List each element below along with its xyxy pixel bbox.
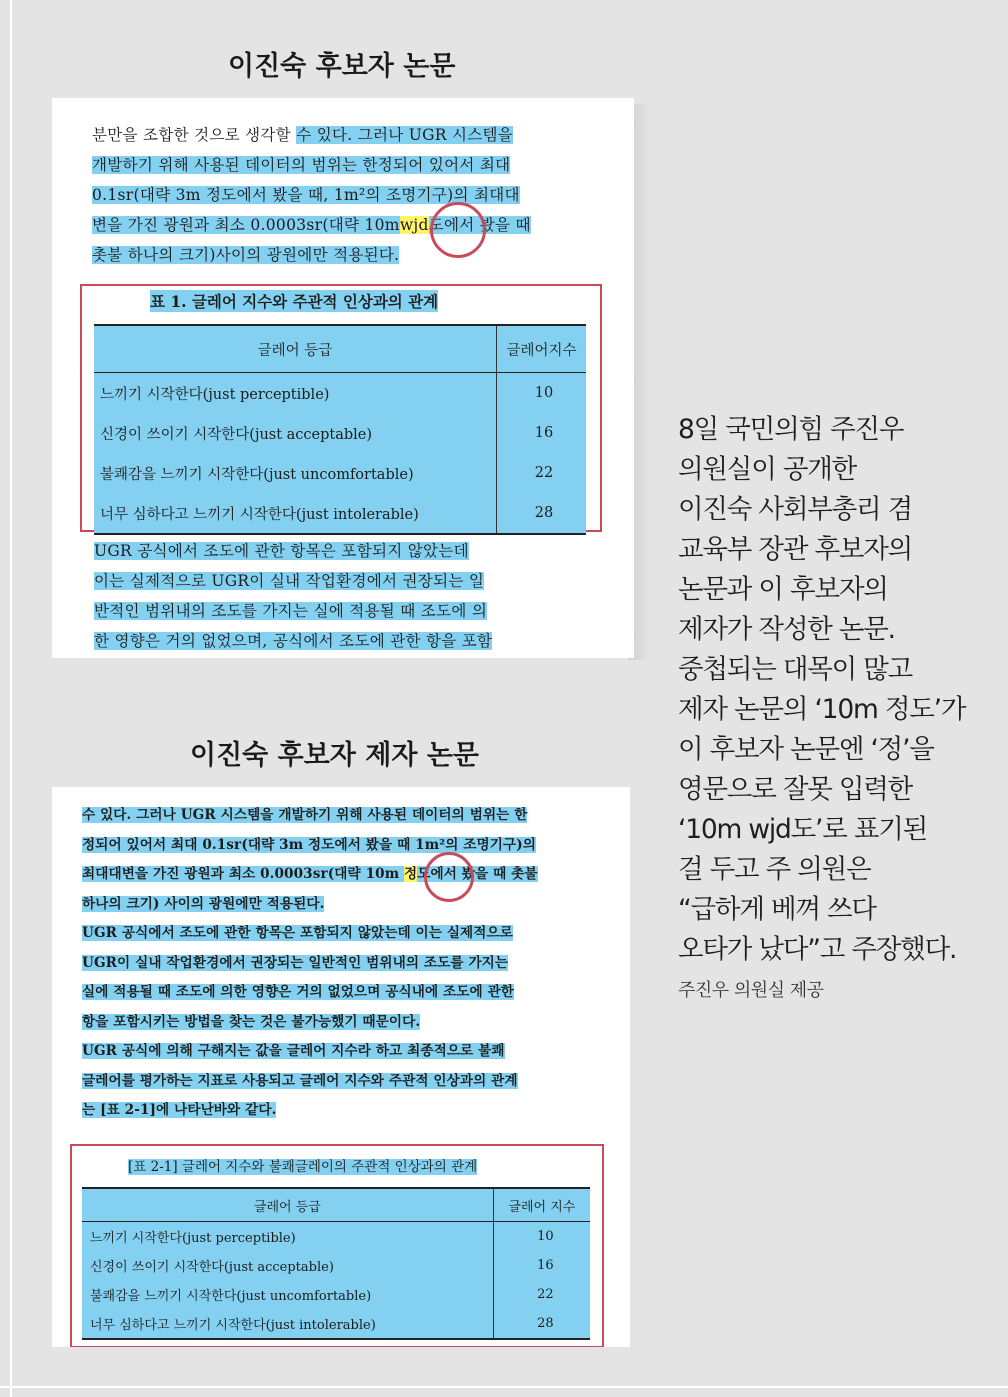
caption-line: 논문과 이 후보자의 <box>678 574 888 605</box>
photo-caption <box>678 410 998 1002</box>
typo-highlight: wjd <box>399 216 429 234</box>
highlighted-text: 촛불 하나의 크기)사이의 광원에만 적용된다. <box>92 246 400 264</box>
caption-line: 의원실이 공개한 <box>678 454 857 485</box>
body-line <box>82 1096 622 1126</box>
frame-line-bottom <box>0 1386 1008 1388</box>
body-line <box>82 949 622 979</box>
caption-line: 걸 두고 주 의원은 <box>678 854 871 885</box>
body-line <box>82 801 622 831</box>
caption-line: “급하게 베껴 쓰다 <box>678 894 876 925</box>
table-cell: 불쾌감을 느끼기 시작한다(just uncomfortable) <box>100 466 414 483</box>
body-line <box>92 180 632 210</box>
highlighted-text: 는 [표 2-1]에 나타난바와 같다. <box>82 1102 277 1118</box>
table-header-row <box>94 325 586 373</box>
paper1-body <box>92 120 632 270</box>
highlighted-text: UGR이 실내 작업환경에서 권장되는 일반적인 범위내의 조도를 가지는 <box>82 954 509 971</box>
highlighted-text: 글레어를 평가하는 지표로 사용되고 글레어 지수와 주관적 인상과의 관계 <box>82 1072 518 1089</box>
body-line <box>92 240 632 270</box>
highlighted-text: UGR 공식에서 조도에 관한 항목은 포함되지 않았는데 이는 실제적으로 <box>82 925 513 941</box>
paper1-scan <box>52 98 634 658</box>
glare-table <box>82 1187 590 1340</box>
table-cell: 10 <box>497 373 587 414</box>
highlighted-text: 한 영향은 거의 없었으며, 공식에서 조도에 관한 항을 포함 <box>94 632 493 650</box>
table-header: 글레어 등급 <box>94 325 497 373</box>
paper1-title: 이진숙 후보자 논문 <box>228 51 456 82</box>
highlighted-text: 개발하기 위해 사용된 데이터의 범위는 한정되어 있어서 최대 <box>92 156 511 174</box>
table-caption-text: [표 2-1] 글레어 지수와 불쾌글레이의 주관적 인상과의 관계 <box>128 1159 478 1175</box>
body-line <box>94 626 634 656</box>
caption-line: 영문으로 잘못 입력한 <box>678 774 913 805</box>
body-line <box>82 831 622 861</box>
table-cell: 너무 심하다고 느끼기 시작한다(just intolerable) <box>94 493 497 534</box>
caption-line: 이 후보자 논문엔 ‘정’을 <box>678 734 934 765</box>
highlighted-text: 하나의 크기) 사이의 광원에만 적용된다. <box>82 895 325 912</box>
table-cell: 16 <box>493 1251 590 1280</box>
caption-line: 제자 논문의 ‘10m 정도’가 <box>678 694 966 725</box>
body-line <box>82 1037 622 1067</box>
table-row <box>82 1251 590 1280</box>
photo-credit: 주진우 의원실 제공 <box>678 980 824 1001</box>
body-line <box>82 860 622 890</box>
table-cell: 22 <box>493 1280 590 1309</box>
caption-line: 8일 국민의힘 주진우 <box>678 414 904 445</box>
table-row <box>94 453 586 493</box>
caption-line: 교육부 장관 후보자의 <box>678 534 913 565</box>
paper2-body <box>82 801 622 1126</box>
body-line <box>94 596 634 626</box>
table-header-row <box>82 1188 590 1222</box>
body-line <box>94 566 634 596</box>
highlighted-text: 이는 실제적으로 UGR이 실내 작업환경에서 권장되는 일 <box>94 572 485 590</box>
body-line <box>82 890 622 920</box>
table-caption <box>128 1155 477 1175</box>
table-row <box>94 493 586 534</box>
highlighted-text: 도에서 봤을 때 <box>428 216 531 234</box>
table-cell: 신경이 쓰이기 시작한다(just acceptable) <box>100 426 373 443</box>
paper2-scan <box>52 787 630 1347</box>
body-line <box>92 120 632 150</box>
table-cell: 신경이 쓰이기 시작한다(just acceptable) <box>90 1260 334 1275</box>
table-cell: 느끼기 시작한다(just perceptible) <box>100 386 330 403</box>
body-text: 분만을 조합한 것으로 생각할 <box>92 126 297 144</box>
table-row <box>94 413 586 453</box>
table-row <box>82 1222 590 1252</box>
table-header: 글레어지수 <box>497 325 587 373</box>
body-line <box>82 1008 622 1038</box>
table-cell: 28 <box>493 1309 590 1339</box>
highlighted-text: UGR 공식에 의해 구해지는 값을 글레어 지수라 하고 최종적으로 불쾌 <box>82 1043 505 1059</box>
highlighted-text: 실에 적용될 때 조도에 의한 영향은 거의 없었으며 공식내에 조도에 관한 <box>82 984 515 1000</box>
table-caption: 표 1. 글레어 지수와 주관적 인상과의 관계 <box>150 292 439 311</box>
table-cell: 22 <box>497 453 587 493</box>
highlighted-text: 정되어 있어서 최대 0.1sr(대략 3m 정도에서 봤을 때 1m²의 조명기구)의 <box>82 836 536 853</box>
body-line <box>82 978 622 1008</box>
body-line <box>92 210 632 240</box>
highlighted-text: 최대대변을 가진 광원과 최소 0.0003sr(대략 10m <box>82 866 405 882</box>
table-cell: 28 <box>497 493 587 534</box>
table-row <box>94 373 586 414</box>
typo-highlight: 정 <box>404 866 418 882</box>
caption-line: 제자가 작성한 논문. <box>678 614 895 645</box>
highlighted-text: UGR 공식에서 조도에 관한 항목은 포함되지 않았는데 <box>94 542 469 560</box>
body-line <box>82 919 622 949</box>
paper2-title: 이진숙 후보자 제자 논문 <box>190 740 480 771</box>
body-line <box>82 1067 622 1097</box>
table-row <box>82 1280 590 1309</box>
typo-circle <box>424 852 474 902</box>
table-cell: 불쾌감을 느끼기 시작한다(just uncomfortable) <box>90 1289 372 1304</box>
table-cell: 너무 심하다고 느끼기 시작한다(just intolerable) <box>82 1309 493 1339</box>
caption-line: ‘10m wjd도’로 표기된 <box>678 814 928 845</box>
table-cell: 10 <box>493 1222 590 1252</box>
table-cell: 16 <box>497 413 587 453</box>
highlighted-text: 항을 포함시키는 방법을 찾는 것은 불가능했기 때문이다. <box>82 1013 421 1030</box>
caption-line: 이진숙 사회부총리 겸 <box>678 494 913 525</box>
frame-line <box>10 0 12 1397</box>
caption-line: 중첩되는 대목이 많고 <box>678 654 913 685</box>
highlighted-text: 도에서 봤을 때 촛불 <box>417 866 538 882</box>
highlighted-text: 반적인 범위내의 조도를 가지는 실에 적용될 때 조도에 의 <box>94 602 488 620</box>
typo-circle <box>430 202 486 258</box>
caption-line: 오타가 났다”고 주장했다. <box>678 934 957 965</box>
highlighted-text: 0.1sr(대략 3m 정도에서 봤을 때, 1m²의 조명기구)의 최대대 <box>92 186 520 204</box>
glare-table <box>94 324 586 535</box>
highlighted-text: 수 있다. 그러나 UGR 시스템을 개발하기 위해 사용된 데이터의 범위는 한 <box>82 807 528 823</box>
table-cell: 느끼기 시작한다(just perceptible) <box>90 1231 296 1246</box>
body-line <box>94 536 634 566</box>
table-header: 글레어 지수 <box>493 1188 590 1222</box>
body-line <box>92 150 632 180</box>
highlighted-text: 수 있다. 그러나 UGR 시스템을 <box>296 126 514 144</box>
table-row <box>82 1309 590 1339</box>
highlighted-text: 변을 가진 광원과 최소 0.0003sr(대략 10m <box>92 216 400 234</box>
table-header: 글레어 등급 <box>82 1188 493 1222</box>
paper1-body-after <box>94 536 634 656</box>
